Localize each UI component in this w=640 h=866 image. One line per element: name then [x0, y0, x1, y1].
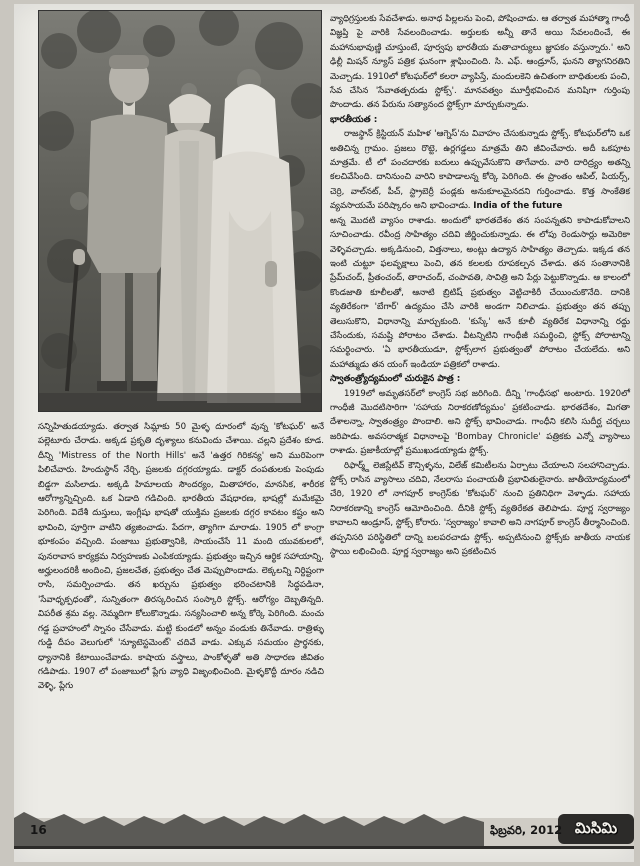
magazine-page: [14, 4, 634, 862]
bharatiyata-text: రాజస్థాన్ క్రిస్టియన్ మహిళ 'ఆగ్నెస్'ను వివాహం చేసుకున్నాడు స్టోక్స్. కోటఘర్‌లోని ఒక అతిచిన్న గ్రామం. ప్రజలు రొట్టె, ఉర్లగడ్డలు మాత్రమే తిని జీవించేవారు. అదీ ఒకపూట మాత్రమే. టీ లో పంచదారకు బదులు ఉప్పువేసుకొని తాగేవారు. వారి దారిద్ర్యం అతన్ని కలచివేసింది. దానినుంచి వారిని కాపాడాలన్న కోర్కె పెరిగింది. ఈ ప్రాంతం ఆపిల్, పియర్స్, చెర్రి, వాల్‌నట్, పీచ్, స్ట్రాబెర్రీ పండ్లకు అనుకూలమైనదని గుర్తించాడు. కొత్త సాంకేతిక వ్యవసాయమే పరిష్కారం అని భావించాడు.: [330, 129, 630, 212]
right-body-reforms: రిఫార్మ్డ్ లెజిస్లేటివ్ కౌన్సిళ్ళను, విలేజ్ కమిటీలను ఏర్పాటు చేయాలని సలహానిచ్చాడు. స్టోక్స్ రాసిన వ్యాసాలు చదివి, నేలరాసు పంచాయతీ ప్రభావితులైనారు. జాతీయోద్యమంలో చేరి, 1920 లో నాగపూర్ కాంగ్రెస్‌కు 'కోటఘర్' నుంచి ప్రతినిధిగా వెళ్ళాడు. సహాయ నిరాకరణాన్ని కాంగ్రెస్ ఆమోదించింది. దీనికి స్టోక్స్ వ్యతిరేకత తెలిపాడు. పూర్ణ స్వరాజ్యం కావాలని ఆండ్రూస్, స్టోక్స్ కోరారు. 'స్వరాజ్యం' కావాలి అని నాగపూర్ కాంగ్రెస్ తీర్మానించింది. తప్పనిసరి పరిస్థితిలో దాన్ని బలపరచాడు స్టోక్స్. అప్పటినుంచి స్టోక్స్‌కు జాతీయ నాయక స్థాయి లభించింది. పూర్ణ స్వరాజ్యం అని ప్రకటించిన: [330, 460, 630, 558]
right-body-freedom: 1919లో అమృతసర్‌లో కాంగ్రెస్ సభ జరిగింది. దీన్ని 'గాంధీసభ' అంటారు. 1920లో గాంధీజీ మొదటిసారిగా 'సహాయ నిరాకరణోద్యమం' ప్రకటించాడు. భారతదేశం, మిగతా దేశాలన్నా, స్వాతంత్ర్యం పొందాలి. అని స్టోక్స్ భావించాడు. గాంధీని కలిసి సుదీర్ఘ చర్చలు జరిపాడు. అవసరాత్మక విధానాలపై 'Bombay Chronicle' పత్రికకు ఎన్నో వ్యాసాలు రాశాడు. ప్రజాకీయాల్లో ప్రముఖుడయ్యాడు స్టోక్స్.: [330, 388, 630, 457]
magazine-logo: మిసిమి: [574, 819, 618, 837]
right-column: [330, 12, 630, 559]
right-intro-text: వ్యాధిగ్రస్తులకు సేవచేశాడు. అనాధ పిల్లలను పెంచి, పోషించాడు. ఆ తర్వాత మహాత్మా గాంధీ విజ్ఞప్తి పై వారికి సేవలందించాడు. అర్తులకు అన్నీ తానే అయి సేవలందించే, ఈ మహానుభావుణ్ణి చూస్తుంటే, పూర్వపు భారతీయ మతాచార్యులు జ్ఞాపకం వస్తున్నారు.' అని ఢిల్లీ మిషన్ న్యూస్ పత్రిక ఘనంగా శ్లాఘించింది. సి. ఎఫ్. ఆండ్రూస్, ఘనని త్యాగనిరతిని మెచ్చాడు. 1910లో కోటఘర్‌లో కలరా వ్యాపిస్తే, మందులకెని ఉచితంగా బాధితులకు పంచి, సేవ చేసిన 'సేవాతత్పరుడు స్టోక్స్'. మానవత్వం మూర్తీభవించిన మనిషిగా గుర్తింపు పొందాడు. తన పేరును సత్యానంద స్టోక్స్‌గా మార్చుకున్నాడు.: [330, 14, 630, 111]
left-column: [38, 10, 324, 694]
right-body-bharatiyata-a: [330, 127, 630, 213]
issue-date: ఫిబ్రవరి, 2012: [490, 823, 563, 837]
right-body-bharatiyata-b: అన్న మొదటి వ్యాసం రాశాడు. అందులో భారతదేశం తన సంపన్నతని కాపాడుకోవాలని సూచించాడు. రవీంద్ర సాహిత్యం చదివి జీర్ణించుకున్నాడు. ఈ లోపు రెండుసార్లు అమెరికా వెళ్ళివచ్చాడు. అక్కడినుంచి, విత్తనాలు, అంట్లు ఉద్యాన సాహిత్యం తెచ్చాడు. ఇక్కడ తన ఇంటి చుట్టూ ఫలవృక్షాలు పెంచి, తన కలలకు రూపకల్పన చేశాడు. తన సంతానానికి ప్రేమ్‌చంద్, ప్రీతంచంద్, తారాచంద్, చంపావతి, సావిత్రి అని పేర్లు పెట్టుకొన్నాడు. ఆ కాలంలో కొండజాతి కూలీలతో, ఆనాటి బ్రిటిష్ ప్రభుత్వం వెట్టిచాకిరీ చేయించుకొనేది. దానికి వ్యతిరేకంగా 'బేగార్' ఉద్యమం చేసి వారికి అండగా నిలిచాడు. ప్రభుత్వం తన తప్పు తెలుసుకొని, విధానాన్ని మార్చుకుంది. 'కుస్కే' అనే కూలీ వ్యతిరేక విధానాన్ని రద్దు చేసేందుకు, సమష్టి పోరాటం చేశాడు. వీటన్నిటిని గాంధీజీ సమర్థించి, స్టోక్స్ పోరాటాన్ని సమర్థించారు. 'ఏ భారతీయుడూ, స్టోక్స్‌లాగ ప్రభుత్వంతో పోరాటం చేయలేదు. అని మహాత్ముడు తన యంగ్ ఇండియా పత్రికలో రాశాడు.: [330, 215, 630, 370]
photo-figures-icon: [39, 11, 321, 411]
essay-title: India of the future: [473, 201, 563, 212]
left-body-text: సన్నిహితుడయ్యాడు. తర్వాత సిమ్లాకు 50 మైళ్ళ దూరంలో వున్న 'కోటఘర్' అనే పల్లెటూరు చేరాడు. అక్కడ ప్రకృతి దృశ్యాలు కనువిందు చేశాయి. చల్లని ప్రదేశం కూడ. దీన్ని 'Mistress of the North Hills' అనే 'ఉత్తర గిరికన్య' అని మురిపెంగా పిలిచేవారు. హిందుస్థాన్ నేర్చి, ప్రజలకు దగ్గరయ్యాడు. డాక్టర్ దంపతులకు పెంపుడు బిడ్డగా మసిలాడు. అక్కడి హిమాలయ సౌందర్యం, మితాహారం, మానసిక, శారీరక ఆరోగ్యాన్నిచ్చింది. ఒక ఏడాది గడిచింది. భారతీయ వేషధారణ, భాషల్లో మమేకమై పెరిగింది. విదేశీ దుస్తులు, ఇంగ్లీషు భాషతో యుక్తిమ ప్రజలకు దగ్గర కావటం కష్టం అని భావించి, పూర్తిగా వాటిని త్యజించాడు. పేదగా, త్యాగిగా మారాడు. 1905 లో కాంగ్రా భూకంపం వచ్చింది. పంజాబు ప్రభుత్వానికి, సాయంచేసే 11 మంది యువకులలో, పునరావాస కార్యక్రమ నిర్వహణకు ఎంపికయ్యాడు. ప్రభుత్వం ఇచ్చిన ఆర్థిక సహాయాన్ని, అర్హులందరికీ అందించి, ప్రజలచేత, ప్రభుత్వం చేత మెప్పుపొందాడు. లెక్కలన్ని నిర్దిష్టంగా రాసి, సమర్పించాడు. తన ఖర్చును ప్రభుత్వం భరించటానికి సిద్ధపడినా, 'సేవాధృక్పధంతో', సున్నితంగా తిరస్కరించిన సంస్కారి స్టోక్స్. ఆరోగ్యం దెబ్బతిన్నది. విపరీత శ్రమ వల్ల. నెమ్మదిగా కోలుకొన్నాడు. సన్యసించాలి అన్న కోర్కె పెరిగింది. మంచు గడ్డ ప్రవాహంలో స్నానం చేసేవాడు. మట్టి కుండలో అన్నం వండుకు తినేవాడు. రాత్రిళ్ళు గుడ్డి దీపం వెలుగులో 'న్యూటెస్టమెంట్' చదివే వాడు. ఎక్కువ సమయం ప్రార్థనకు, ధ్యానానికి కేటాయించేవాడు. కాషాయ వస్త్రాలు, పాంకోళ్ళతో అతి సాధారణ జీవితం గడిపాడు. 1907 లో పంజాబులో ప్లేగు వ్యాధి విజృంభించింది. మైళ్ళకొద్దీ దూరం నడిచి వెళ్ళి, ప్లేగు: [38, 422, 324, 692]
page-number: 16: [30, 823, 47, 837]
stokes-family-photo: [38, 10, 322, 412]
section-heading-freedom-movement: స్వాతంత్ర్యోద్యమంలో చురుకైన పాత్ర :: [330, 374, 461, 385]
section-heading-bharatiyata: భారతీయత :: [330, 114, 378, 125]
page-footer: [14, 812, 634, 858]
